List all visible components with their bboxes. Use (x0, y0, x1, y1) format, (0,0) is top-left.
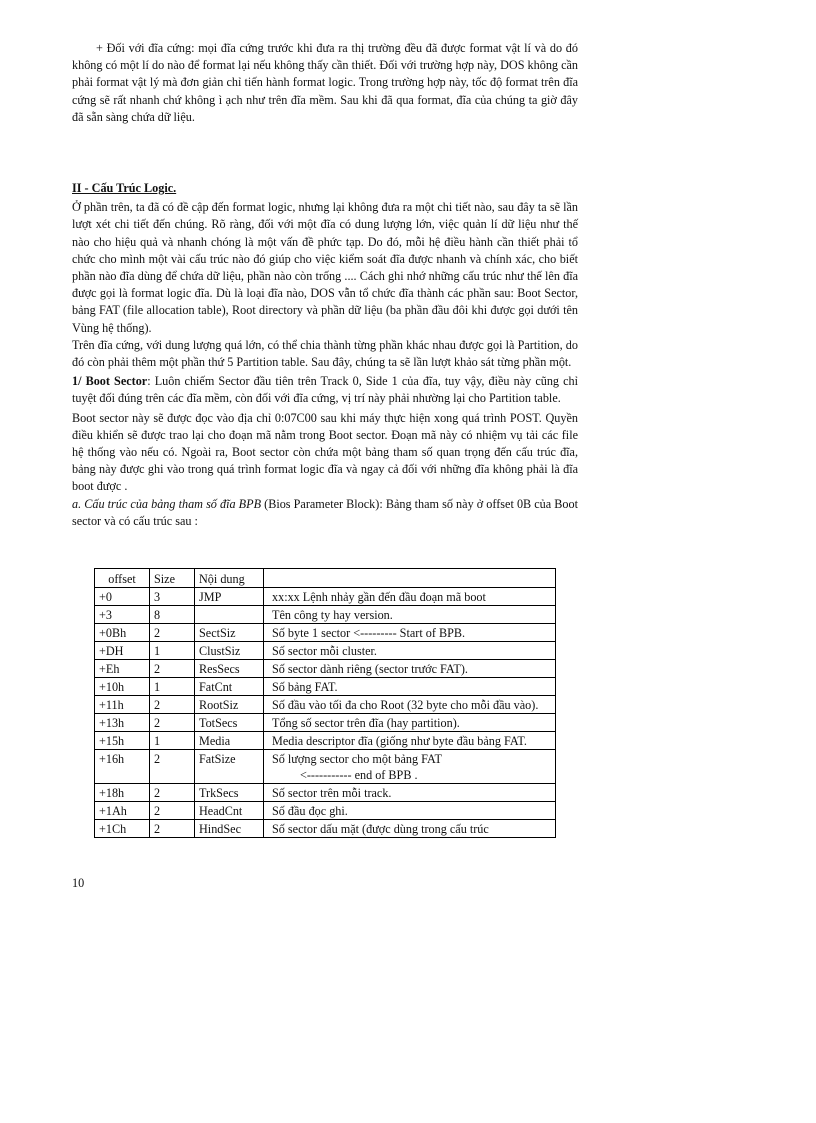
cell-size: 2 (150, 696, 195, 714)
cell-size: 2 (150, 750, 195, 784)
cell-name: ResSecs (195, 660, 264, 678)
cell-name: FatCnt (195, 678, 264, 696)
cell-offset: +3 (95, 606, 150, 624)
cell-name: RootSiz (195, 696, 264, 714)
paragraph-boot-load: Boot sector này sẽ được đọc vào địa chỉ 0:07C00 sau khi máy thực hiện xong quá trình POST. Quyền điều khiển sẽ được trao lại cho đoạn mã nằm trong Boot sector. Đoạn mã này có nhiệm vụ tải các file hệ thống vào nếu có. Ngoài ra, Boot sector còn chứa một bảng tham số quan trọng đến cấu trúc đĩa, bảng này được ghi vào trong quá trình format logic đĩa và ngay cả đối với những đĩa không phải là đĩa boot được . (72, 410, 578, 494)
cell-description: Số byte 1 sector <--------- Start of BPB. (264, 624, 556, 642)
cell-offset: +DH (95, 642, 150, 660)
cell-description: Số sector dành riêng (sector trước FAT). (264, 660, 556, 678)
cell-offset: +Eh (95, 660, 150, 678)
table-header-row (95, 569, 556, 588)
cell-size: 8 (150, 606, 195, 624)
table-row (95, 784, 556, 802)
cell-size: 2 (150, 714, 195, 732)
cell-offset: +0Bh (95, 624, 150, 642)
cell-size: 2 (150, 802, 195, 820)
cell-description: Số sector trên mỗi track. (264, 784, 556, 802)
cell-description: Số đầu vào tối đa cho Root (32 byte cho mỗi đầu vào). (264, 696, 556, 714)
header-size: Size (150, 569, 195, 588)
paragraph-partition: Trên đĩa cứng, với dung lượng quá lớn, có thể chia thành từng phần khác nhau được gọi là Partition, do đó còn phải thêm một phần thứ 5 Partition table. Sau đây, chúng ta sẽ lần lượt khảo sát từng phần một. (72, 337, 578, 370)
page-number: 10 (72, 876, 85, 890)
cell-size: 1 (150, 732, 195, 750)
cell-name: HindSec (195, 820, 264, 838)
cell-offset: +10h (95, 678, 150, 696)
document-body (72, 40, 578, 530)
header-offset: offset (95, 569, 150, 588)
table-row (95, 624, 556, 642)
cell-description: Số đầu đọc ghi. (264, 802, 556, 820)
cell-offset: +0 (95, 588, 150, 606)
cell-description (264, 750, 556, 784)
cell-description: Tổng số sector trên đĩa (hay partition). (264, 714, 556, 732)
table-row (95, 606, 556, 624)
table-row (95, 802, 556, 820)
table-row (95, 820, 556, 838)
header-content: Nội dung (195, 569, 264, 588)
paragraph-bpb-intro (72, 496, 578, 530)
cell-size: 2 (150, 660, 195, 678)
bpb-table (94, 568, 556, 838)
cell-description: Số sector dấu mặt (được dùng trong cấu trúc (264, 820, 556, 838)
cell-size: 2 (150, 820, 195, 838)
table-row (95, 678, 556, 696)
boot-sector-text: : Luôn chiếm Sector đầu tiên trên Track 0, Side 1 của đĩa, tuy vậy, điều này cũng chỉ tuyệt đối đúng trên các đĩa mềm, còn đối với đĩa cứng, vị trí này phải nhường lại cho Partition table. (72, 374, 578, 406)
paragraph-boot-sector (72, 373, 578, 407)
cell-description: Tên công ty hay version. (264, 606, 556, 624)
cell-offset: +13h (95, 714, 150, 732)
cell-size: 2 (150, 624, 195, 642)
intro-paragraph: + Đối với đĩa cứng: mọi đĩa cứng trước khi đưa ra thị trường đều đã được format vật lí và do đó không có một lí do nào để format lại nếu không thấy cần thiết. Đối với trường hợp này, DOS không cần phải format vật lý mà đơn giản chỉ tiến hành format logic. Trong trường hợp này, tốc độ format trên đĩa cứng sẽ rất nhanh chứ không ì ạch như trên đĩa mềm. Sau khi đã qua format, đĩa của chúng ta giờ đây đã sẵn sàng chứa dữ liệu. (72, 41, 578, 124)
cell-name: ClustSiz (195, 642, 264, 660)
cell-name: HeadCnt (195, 802, 264, 820)
bpb-end-marker: <----------- end of BPB . (300, 768, 418, 782)
cell-description: Media descriptor đĩa (giống như byte đầu bảng FAT. (264, 732, 556, 750)
cell-description: Số bảng FAT. (264, 678, 556, 696)
paragraph-logic-structure: Ở phần trên, ta đã có đề cập đến format logic, nhưng lại không đưa ra một chi tiết nào, sau đây ta sẽ lần lượt xét chi tiết đến chúng. Rõ ràng, đối với một đĩa có dung lượng lớn, việc quản lí dữ liệu như thế nào cho hiệu quả và nhanh chóng là một vấn đề phức tạp. Do đó, mỗi hệ điều hành cần thiết phải tổ chức cho mình một vài cấu trúc nào đó giúp cho việc kiểm soát đĩa được nhanh và chính xác, cho biết phần nào đĩa dùng để chứa dữ liệu, phần nào còn trống .... Cách ghi nhớ những cấu trúc như thế lên đĩa được gọi là format logic đĩa. Dù là loại đĩa nào, DOS vẫn tổ chức đĩa thành các phần sau: Boot Sector, bảng FAT (file allocation table), Root directory và phần dữ liệu (ba phần đầu đôi khi được gọi dưới tên Vùng hệ thống). (72, 200, 578, 335)
table-row (95, 732, 556, 750)
fatsize-description: Số lượng sector cho một bảng FAT (272, 752, 442, 766)
section-heading: II - Cấu Trúc Logic. (72, 181, 177, 196)
cell-offset: +18h (95, 784, 150, 802)
boot-sector-label: 1/ Boot Sector (72, 374, 148, 389)
cell-offset: +15h (95, 732, 150, 750)
cell-offset: +1Ch (95, 820, 150, 838)
cell-name: Media (195, 732, 264, 750)
table-row (95, 588, 556, 606)
cell-offset: +1Ah (95, 802, 150, 820)
table-row (95, 750, 556, 784)
cell-name (195, 606, 264, 624)
cell-offset: +11h (95, 696, 150, 714)
table-row (95, 660, 556, 678)
table-row (95, 642, 556, 660)
cell-size: 1 (150, 642, 195, 660)
cell-size: 2 (150, 784, 195, 802)
bpb-title: a. Cấu trúc của bảng tham số đĩa BPB (72, 496, 262, 511)
cell-description: Số sector mỗi cluster. (264, 642, 556, 660)
cell-name: JMP (195, 588, 264, 606)
cell-name: TrkSecs (195, 784, 264, 802)
header-description (264, 569, 556, 588)
cell-name: SectSiz (195, 624, 264, 642)
cell-description: xx:xx Lệnh nhảy gần đến đầu đoạn mã boot (264, 588, 556, 606)
table-row (95, 696, 556, 714)
bpb-intro-text: (Bios Parameter Block): Bảng tham số này ở offset 0B của Boot sector và có cấu trúc sau : (72, 496, 578, 528)
cell-size: 3 (150, 588, 195, 606)
cell-offset: +16h (95, 750, 150, 784)
table-row (95, 714, 556, 732)
cell-size: 1 (150, 678, 195, 696)
cell-name: FatSize (195, 750, 264, 784)
cell-name: TotSecs (195, 714, 264, 732)
